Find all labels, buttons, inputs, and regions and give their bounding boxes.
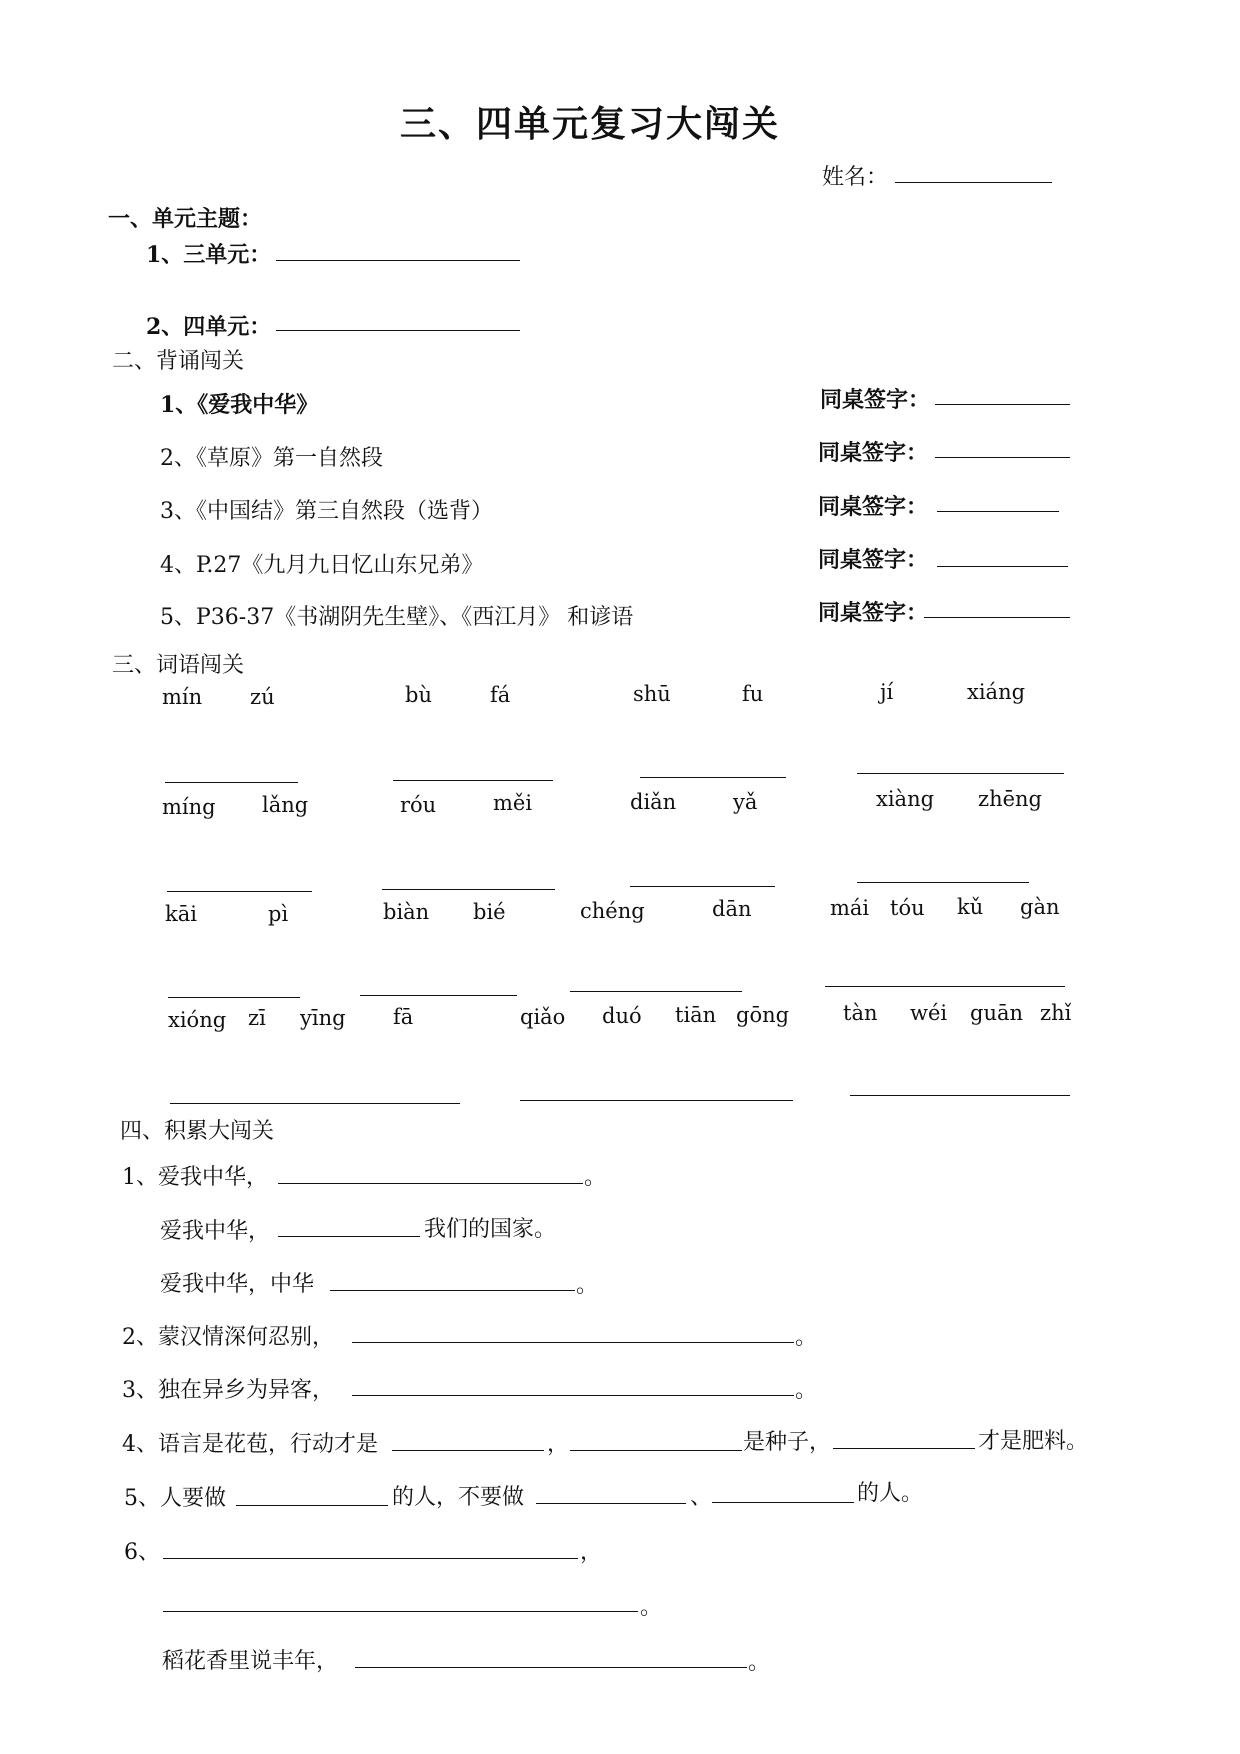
- q5-mid: 的人，不要做: [392, 1485, 525, 1510]
- pinyin-syllable: xiàng: [876, 787, 935, 811]
- pinyin-syllable: bié: [473, 900, 506, 924]
- recite-item-1: 1、《爱我中华》: [160, 392, 319, 418]
- unit3-theme-field[interactable]: [276, 260, 520, 261]
- q6-answer-1[interactable]: [163, 1558, 578, 1559]
- sign-field-3[interactable]: [937, 511, 1059, 512]
- section4-heading: 四、积累大闯关: [120, 1119, 275, 1144]
- unit3-label: 1、三单元：: [146, 242, 272, 268]
- word-answer-line[interactable]: [857, 882, 1029, 883]
- pinyin-syllable: yīng: [300, 1006, 346, 1030]
- q1a-end: 。: [584, 1165, 607, 1190]
- q1b-answer[interactable]: [278, 1236, 420, 1237]
- page-title: 三、四单元复习大闯关: [400, 104, 781, 145]
- word-answer-line[interactable]: [165, 782, 298, 783]
- pinyin-syllable: mái: [830, 896, 870, 920]
- pinyin-syllable: zhǐ: [1040, 1001, 1072, 1025]
- pinyin-syllable: kāi: [165, 902, 197, 926]
- q4-answer-2[interactable]: [570, 1450, 742, 1451]
- sign-label-3: 同桌签字：: [818, 494, 929, 520]
- sign-field-2[interactable]: [935, 457, 1070, 458]
- q6-answer-2[interactable]: [163, 1611, 638, 1612]
- q5-answer-3[interactable]: [712, 1502, 854, 1503]
- pinyin-syllable: dān: [712, 897, 752, 921]
- recite-item-5: 5、P36-37《书湖阴先生壁》、《西江月》 和谚语: [160, 605, 634, 630]
- pinyin-syllable: fā: [393, 1005, 414, 1029]
- sign-label-2: 同桌签字：: [818, 440, 929, 466]
- pinyin-syllable: qiǎo: [520, 1005, 566, 1029]
- pinyin-syllable: tàn: [843, 1001, 878, 1025]
- pinyin-syllable: guān: [970, 1001, 1024, 1025]
- pinyin-syllable: gōng: [736, 1003, 790, 1027]
- q1b-post: 我们的国家。: [424, 1217, 557, 1242]
- unit4-label: 2、四单元：: [146, 314, 272, 340]
- pinyin-syllable: lǎng: [262, 793, 309, 817]
- pinyin-syllable: xióng: [168, 1008, 227, 1032]
- pinyin-syllable: jí: [880, 680, 894, 704]
- word-answer-line[interactable]: [850, 1095, 1070, 1096]
- q1a-prompt: 1、爱我中华，: [122, 1165, 268, 1190]
- pinyin-syllable: tóu: [890, 896, 925, 920]
- q4-answer-3[interactable]: [833, 1448, 975, 1449]
- q1a-answer[interactable]: [278, 1183, 583, 1184]
- pinyin-syllable: gàn: [1020, 895, 1060, 919]
- recite-item-3: 3、《中国结》第三自然段（选背）: [160, 499, 493, 524]
- q1c-answer[interactable]: [330, 1290, 575, 1291]
- pinyin-syllable: mín: [162, 685, 203, 709]
- pinyin-syllable: zī: [248, 1006, 266, 1030]
- section2-heading: 二、背诵闯关: [112, 349, 245, 374]
- q4-answer-1[interactable]: [392, 1450, 544, 1451]
- q2-end: 。: [795, 1325, 818, 1350]
- word-answer-line[interactable]: [360, 995, 517, 996]
- word-answer-line[interactable]: [382, 889, 555, 890]
- q2-prompt: 2、蒙汉情深何忍别，: [122, 1325, 334, 1350]
- recite-item-2: 2、《草原》第一自然段: [160, 446, 383, 471]
- word-answer-line[interactable]: [630, 886, 775, 887]
- q5-answer-2[interactable]: [536, 1503, 686, 1504]
- q2-answer[interactable]: [352, 1342, 794, 1343]
- word-answer-line[interactable]: [640, 777, 786, 778]
- pinyin-syllable: xiáng: [967, 680, 1026, 704]
- word-answer-line[interactable]: [825, 986, 1065, 987]
- q3-prompt: 3、独在异乡为异客，: [122, 1378, 334, 1403]
- q6-last-prompt: 稻花香里说丰年，: [162, 1649, 339, 1674]
- word-answer-line[interactable]: [393, 780, 553, 781]
- pinyin-syllable: tiān: [675, 1003, 717, 1027]
- q6-end: 。: [640, 1595, 663, 1620]
- word-answer-line[interactable]: [570, 991, 742, 992]
- q6-last-answer[interactable]: [355, 1667, 747, 1668]
- q3-answer[interactable]: [352, 1395, 794, 1396]
- q5-answer-1[interactable]: [236, 1505, 388, 1506]
- q6-last-end: 。: [748, 1650, 771, 1675]
- sign-label-4: 同桌签字：: [818, 547, 929, 573]
- q1b-prompt: 爱我中华，: [160, 1219, 271, 1244]
- pinyin-syllable: kǔ: [957, 895, 984, 919]
- name-label: 姓名：: [822, 165, 889, 190]
- word-answer-line[interactable]: [168, 997, 300, 998]
- pinyin-syllable: wéi: [910, 1001, 948, 1025]
- pinyin-syllable: róu: [400, 793, 437, 817]
- q5-prompt: 5、人要做: [124, 1486, 226, 1511]
- q6-comma: ，: [580, 1540, 603, 1565]
- q1c-prompt: 爱我中华，中华: [160, 1272, 315, 1297]
- section3-heading: 三、词语闯关: [112, 653, 245, 678]
- sign-label-1: 同桌签字：: [820, 387, 931, 413]
- pinyin-syllable: yǎ: [733, 790, 758, 814]
- pinyin-syllable: duó: [602, 1004, 642, 1028]
- unit4-theme-field[interactable]: [276, 330, 520, 331]
- q5-sep: 、: [690, 1485, 713, 1510]
- name-field[interactable]: [895, 182, 1052, 183]
- sign-field-1[interactable]: [935, 404, 1070, 405]
- sign-label-5: 同桌签字：: [818, 600, 929, 626]
- pinyin-syllable: fu: [742, 682, 764, 706]
- sign-field-4[interactable]: [937, 566, 1068, 567]
- word-answer-line[interactable]: [520, 1100, 793, 1101]
- recite-item-4: 4、P.27《九月九日忆山东兄弟》: [160, 553, 484, 578]
- q3-end: 。: [795, 1378, 818, 1403]
- pinyin-syllable: biàn: [383, 900, 430, 924]
- pinyin-syllable: míng: [162, 795, 216, 819]
- pinyin-syllable: zhēng: [978, 787, 1042, 811]
- sign-field-5[interactable]: [924, 617, 1070, 618]
- q4-end: 才是肥料。: [978, 1429, 1089, 1454]
- word-answer-line[interactable]: [857, 773, 1064, 774]
- q5-end: 的人。: [857, 1481, 924, 1506]
- q4-mid: 是种子，: [743, 1430, 832, 1455]
- q1c-end: 。: [576, 1273, 599, 1298]
- word-answer-line[interactable]: [167, 891, 312, 892]
- pinyin-syllable: měi: [493, 791, 533, 815]
- section1-heading: 一、单元主题：: [108, 206, 263, 232]
- pinyin-syllable: chéng: [580, 899, 645, 923]
- pinyin-syllable: shū: [633, 682, 671, 706]
- pinyin-syllable: zú: [250, 685, 275, 709]
- pinyin-syllable: pì: [268, 902, 289, 926]
- word-answer-line[interactable]: [170, 1103, 460, 1104]
- pinyin-syllable: bù: [405, 683, 432, 707]
- q4-prompt: 4、语言是花苞，行动才是: [122, 1432, 378, 1457]
- pinyin-syllable: fá: [490, 683, 511, 707]
- q4-comma: ，: [547, 1432, 570, 1457]
- q6-prompt: 6、: [124, 1540, 160, 1565]
- pinyin-syllable: diǎn: [630, 790, 677, 814]
